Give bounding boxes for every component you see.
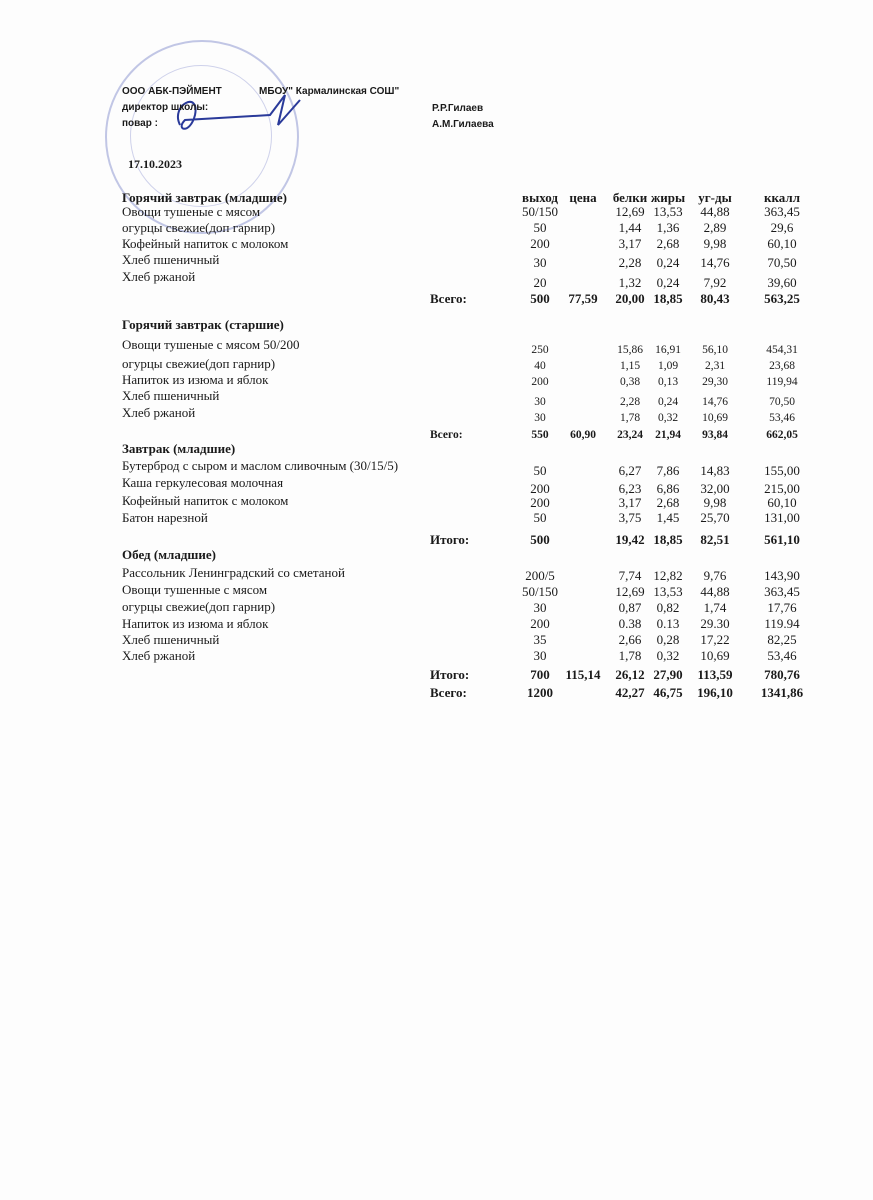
cell-ккалл: 119.94: [764, 616, 800, 631]
column-header: ккалл: [764, 190, 800, 205]
cook-name: А.М.Гилаева: [432, 119, 494, 130]
cell-уг-ды: 2,31: [704, 360, 726, 372]
dish-name: Кофейный напиток с молоком: [122, 493, 289, 508]
cell-жиры: 13,53: [653, 584, 683, 599]
cell-выход: 30: [534, 412, 546, 424]
column-header: цена: [569, 190, 597, 205]
cell-белки: 2,28: [619, 396, 641, 408]
cell-белки: 2,28: [618, 255, 642, 270]
column-header: уг-ды: [698, 190, 732, 205]
cell-выход: 50/150: [521, 584, 559, 599]
cell-белки: 1,78: [618, 648, 642, 663]
cell-ккалл: 143,90: [764, 568, 800, 583]
total-белки: 23,24: [617, 429, 643, 441]
total-уг-ды: 93,84: [702, 429, 728, 441]
total-цена: 115,14: [565, 667, 601, 682]
dish-name: огурцы свежие(доп гарнир): [122, 599, 276, 614]
cell-уг-ды: 29,30: [702, 376, 728, 388]
total-цена: 60,90: [570, 429, 596, 441]
total-цена: 77,59: [568, 291, 598, 306]
cell-ккалл: 70,50: [767, 255, 797, 270]
cell-ккалл: 39,60: [767, 275, 797, 290]
total-ккалл: 662,05: [766, 429, 798, 441]
cell-жиры: 2,68: [656, 495, 680, 510]
cell-выход: 20: [533, 275, 547, 290]
cell-белки: 3,17: [618, 236, 642, 251]
cell-белки: 1,32: [618, 275, 642, 290]
cell-выход: 50: [533, 220, 547, 235]
dish-name: Напиток из изюма и яблок: [122, 616, 269, 631]
cell-уг-ды: 14,76: [700, 255, 730, 270]
director-label: директор школы:: [122, 102, 209, 113]
cell-уг-ды: 17,22: [700, 632, 730, 647]
cell-ккалл: 363,45: [764, 584, 800, 599]
total-выход: 1200: [527, 685, 553, 700]
total-жиры: 46,75: [653, 685, 683, 700]
cell-ккалл: 131,00: [764, 510, 800, 525]
cell-ккалл: 155,00: [764, 463, 800, 478]
cell-выход: 40: [534, 360, 546, 372]
dish-name: Хлеб пшеничный: [122, 252, 220, 267]
cell-жиры: 0,28: [656, 632, 680, 647]
cell-уг-ды: 2,89: [703, 220, 727, 235]
cell-выход: 50: [533, 463, 547, 478]
total-жиры: 18,85: [653, 532, 683, 547]
cell-выход: 30: [533, 600, 547, 615]
dish-name: огурцы свежие(доп гарнир): [122, 220, 276, 235]
cook-label: повар :: [122, 118, 158, 129]
cell-жиры: 0,24: [656, 255, 680, 270]
total-выход: 500: [530, 291, 550, 306]
cell-жиры: 16,91: [655, 344, 681, 356]
section-title: Завтрак (младшие): [122, 441, 236, 456]
cell-ккалл: 82,25: [767, 632, 797, 647]
dish-name: Хлеб ржаной: [122, 405, 196, 420]
cell-белки: 2,66: [618, 632, 642, 647]
dish-name: Батон нарезной: [122, 510, 208, 525]
director-name: Р.Р.Гилаев: [432, 103, 484, 114]
cell-выход: 50: [533, 510, 547, 525]
cell-жиры: 6,86: [656, 481, 680, 496]
total-label: Всего:: [430, 291, 467, 306]
total-выход: 550: [531, 429, 549, 441]
cell-ккалл: 53,46: [767, 648, 797, 663]
cell-жиры: 0,13: [657, 376, 679, 388]
cell-жиры: 0,24: [657, 396, 679, 408]
cell-ккалл: 17,76: [767, 600, 797, 615]
total-белки: 20,00: [615, 291, 645, 306]
section-title: Горячий завтрак (младшие): [122, 190, 288, 205]
dish-name: Хлеб пшеничный: [122, 388, 220, 403]
cell-ккалл: 119,94: [766, 376, 798, 388]
dish-name: Каша геркулесовая молочная: [122, 475, 284, 490]
cell-ккалл: 215,00: [764, 481, 800, 496]
column-header: выход: [522, 190, 558, 205]
dish-name: Хлеб пшеничный: [122, 632, 220, 647]
total-белки: 19,42: [615, 532, 645, 547]
cell-белки: 1,44: [618, 220, 642, 235]
cell-выход: 30: [533, 255, 547, 270]
cell-уг-ды: 9,76: [703, 568, 727, 583]
cell-белки: 0.38: [618, 616, 642, 631]
cell-белки: 15,86: [617, 344, 643, 356]
cell-выход: 30: [534, 396, 546, 408]
cell-жиры: 13,53: [653, 204, 683, 219]
cell-белки: 6,27: [618, 463, 642, 478]
school-name: МБОУ" Кармалинская СОШ": [259, 86, 400, 97]
menu-date: 17.10.2023: [128, 157, 182, 171]
total-белки: 26,12: [615, 667, 645, 682]
cell-жиры: 0.13: [656, 616, 680, 631]
cell-выход: 35: [533, 632, 547, 647]
dish-name: Овощи тушенные с мясом: [122, 582, 268, 597]
total-жиры: 27,90: [653, 667, 683, 682]
total-label: Всего:: [430, 685, 467, 700]
dish-name: Овощи тушеные с мясом: [122, 204, 261, 219]
cell-выход: 200: [531, 376, 549, 388]
cell-уг-ды: 7,92: [703, 275, 727, 290]
cell-выход: 30: [533, 648, 547, 663]
dish-name: огурцы свежие(доп гарнир): [122, 356, 276, 371]
total-ккалл: 563,25: [764, 291, 800, 306]
cell-жиры: 2,68: [656, 236, 680, 251]
cell-белки: 3,17: [618, 495, 642, 510]
dish-name: Рассольник Ленинградский со сметаной: [122, 565, 345, 580]
cell-уг-ды: 44,88: [700, 204, 730, 219]
cell-выход: 50/150: [521, 204, 559, 219]
cell-белки: 0,38: [619, 376, 641, 388]
cell-ккалл: 60,10: [767, 236, 797, 251]
cell-белки: 1,78: [619, 412, 641, 424]
cell-белки: 7,74: [618, 568, 642, 583]
total-label: Всего:: [430, 429, 463, 441]
cell-уг-ды: 10,69: [700, 648, 730, 663]
cell-жиры: 0,24: [656, 275, 680, 290]
cell-уг-ды: 10,69: [702, 412, 728, 424]
cell-выход: 200: [530, 236, 550, 251]
cell-ккалл: 70,50: [769, 396, 795, 408]
cell-уг-ды: 1,74: [703, 600, 727, 615]
section-title: Обед (младшие): [122, 547, 216, 562]
cell-жиры: 1,09: [657, 360, 679, 372]
cell-выход: 200: [530, 495, 550, 510]
cell-ккалл: 53,46: [769, 412, 795, 424]
cell-жиры: 12,82: [653, 568, 683, 583]
total-выход: 700: [530, 667, 550, 682]
total-label: Итого:: [430, 532, 470, 547]
total-уг-ды: 113,59: [697, 667, 733, 682]
cell-жиры: 0,32: [657, 412, 679, 424]
total-ккалл: 561,10: [764, 532, 800, 547]
cell-ккалл: 454,31: [766, 344, 798, 356]
total-жиры: 21,94: [655, 429, 681, 441]
total-уг-ды: 196,10: [697, 685, 733, 700]
cell-уг-ды: 14,83: [700, 463, 730, 478]
cell-уг-ды: 9,98: [703, 236, 727, 251]
cell-уг-ды: 56,10: [702, 344, 728, 356]
cell-жиры: 0,82: [656, 600, 680, 615]
cell-жиры: 7,86: [656, 463, 680, 478]
cell-белки: 1,15: [619, 360, 641, 372]
dish-name: Овощи тушеные с мясом 50/200: [122, 337, 300, 352]
dish-name: Напиток из изюма и яблок: [122, 372, 269, 387]
cell-белки: 6,23: [618, 481, 642, 496]
cell-белки: 0,87: [618, 600, 642, 615]
cell-ккалл: 29,6: [770, 220, 794, 235]
cell-ккалл: 23,68: [769, 360, 795, 372]
cell-выход: 200: [530, 481, 550, 496]
dish-name: Кофейный напиток с молоком: [122, 236, 289, 251]
cell-уг-ды: 25,70: [700, 510, 730, 525]
cell-уг-ды: 14,76: [702, 396, 728, 408]
dish-name: Бутерброд с сыром и маслом сливочным (30/15/5): [122, 458, 399, 473]
cell-белки: 12,69: [615, 584, 645, 599]
cell-жиры: 0,32: [656, 648, 680, 663]
cell-уг-ды: 44,88: [700, 584, 730, 599]
column-header: белки: [612, 190, 648, 205]
total-уг-ды: 82,51: [700, 532, 730, 547]
cell-белки: 3,75: [618, 510, 642, 525]
cell-уг-ды: 32,00: [700, 481, 730, 496]
cell-выход: 250: [531, 344, 549, 356]
total-ккалл: 1341,86: [760, 685, 804, 700]
total-выход: 500: [530, 532, 550, 547]
column-header: жиры: [650, 190, 686, 205]
total-жиры: 18,85: [653, 291, 683, 306]
dish-name: Хлеб ржаной: [122, 648, 196, 663]
section-title: Горячий завтрак (старшие): [122, 317, 284, 332]
cell-белки: 12,69: [615, 204, 645, 219]
cell-уг-ды: 9,98: [703, 495, 727, 510]
cell-жиры: 1,45: [656, 510, 680, 525]
cell-выход: 200: [530, 616, 550, 631]
dish-name: Хлеб ржаной: [122, 269, 196, 284]
cell-ккалл: 60,10: [767, 495, 797, 510]
total-белки: 42,27: [615, 685, 645, 700]
org-name: ООО АБК-ПЭЙМЕНТ: [122, 86, 222, 97]
total-ккалл: 780,76: [764, 667, 800, 682]
total-label: Итого:: [430, 667, 470, 682]
cell-уг-ды: 29.30: [700, 616, 730, 631]
total-уг-ды: 80,43: [700, 291, 730, 306]
cell-выход: 200/5: [525, 568, 555, 583]
cell-ккалл: 363,45: [764, 204, 800, 219]
cell-жиры: 1,36: [656, 220, 680, 235]
